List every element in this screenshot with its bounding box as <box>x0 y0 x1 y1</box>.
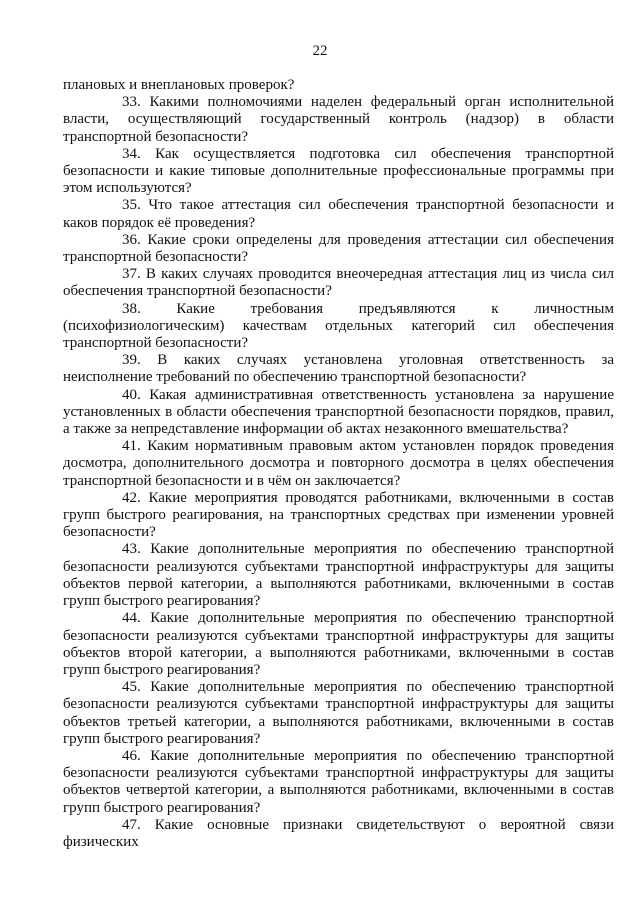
document-body <box>63 77 614 851</box>
question-45: 45. Какие дополнительные мероприятия по обеспечению транспортной безопасности реализуются субъектами транспортной инфраструктуры для защиты объектов третьей категории, а выполняются работниками, включенными в состав групп быстрого реагирования? <box>63 679 614 747</box>
question-43: 43. Какие дополнительные мероприятия по обеспечению транспортной безопасности реализуются субъектами транспортной инфраструктуры для защиты объектов первой категории, а выполняются работниками, включенными в состав групп быстрого реагирования? <box>63 541 614 610</box>
page-number: 22 <box>312 43 328 59</box>
question-41: 41. Каким нормативным правовым актом установлен порядок проведения досмотра, дополнительного досмотра и повторного досмотра в целях обеспечения транспортной безопасности и в чём он заключается? <box>63 438 614 489</box>
question-36: 36. Какие сроки определены для проведения аттестации сил обеспечения транспортной безопасности? <box>63 231 614 266</box>
question-37: 37. В каких случаях проводится внеочередная аттестация лиц из числа сил обеспечения транспортной безопасности? <box>63 266 614 300</box>
question-38: 38. Какие требования предъявляются к личностным (психофизиологическим) качествам отдельных категорий сил обеспечения транспортной безопасности? <box>63 300 614 352</box>
question-34: 34. Как осуществляется подготовка сил обеспечения транспортной безопасности и какие типовые дополнительные профессиональные программы при этом используются? <box>63 145 614 197</box>
question-33: 33. Какими полномочиями наделен федеральный орган исполнительной власти, осуществляющий государственный контроль (надзор) в области транспортной безопасности? <box>63 94 614 145</box>
question-39: 39. В каких случаях установлена уголовная ответственность за неисполнение требований по обеспечению транспортной безопасности? <box>63 352 614 386</box>
question-47: 47. Какие основные признаки свидетельствуют о вероятной связи физических <box>63 816 614 850</box>
question-42: 42. Какие мероприятия проводятся работниками, включенными в состав групп быстрого реагирования, на транспортных средствах при изменении уровней безопасности? <box>63 489 614 541</box>
question-40: 40. Какая административная ответственность установлена за нарушение установленных в области обеспечения транспортной безопасности порядков, правил, а также за непредставление информации об актах незаконного вмешательства? <box>63 386 614 438</box>
question-46: 46. Какие дополнительные мероприятия по обеспечению транспортной безопасности реализуются субъектами транспортной инфраструктуры для защиты объектов четвертой категории, а выполняются работниками, включенными в состав групп быстрого реагирования? <box>63 747 614 816</box>
paragraph-continuation: плановых и внеплановых проверок? <box>63 77 295 93</box>
question-35: 35. Что такое аттестация сил обеспечения транспортной безопасности и каков порядок её проведения? <box>63 197 614 231</box>
question-44: 44. Какие дополнительные мероприятия по обеспечению транспортной безопасности реализуются субъектами транспортной инфраструктуры для защиты объектов второй категории, а выполняются работниками, включенными в состав групп быстрого реагирования? <box>63 610 614 678</box>
